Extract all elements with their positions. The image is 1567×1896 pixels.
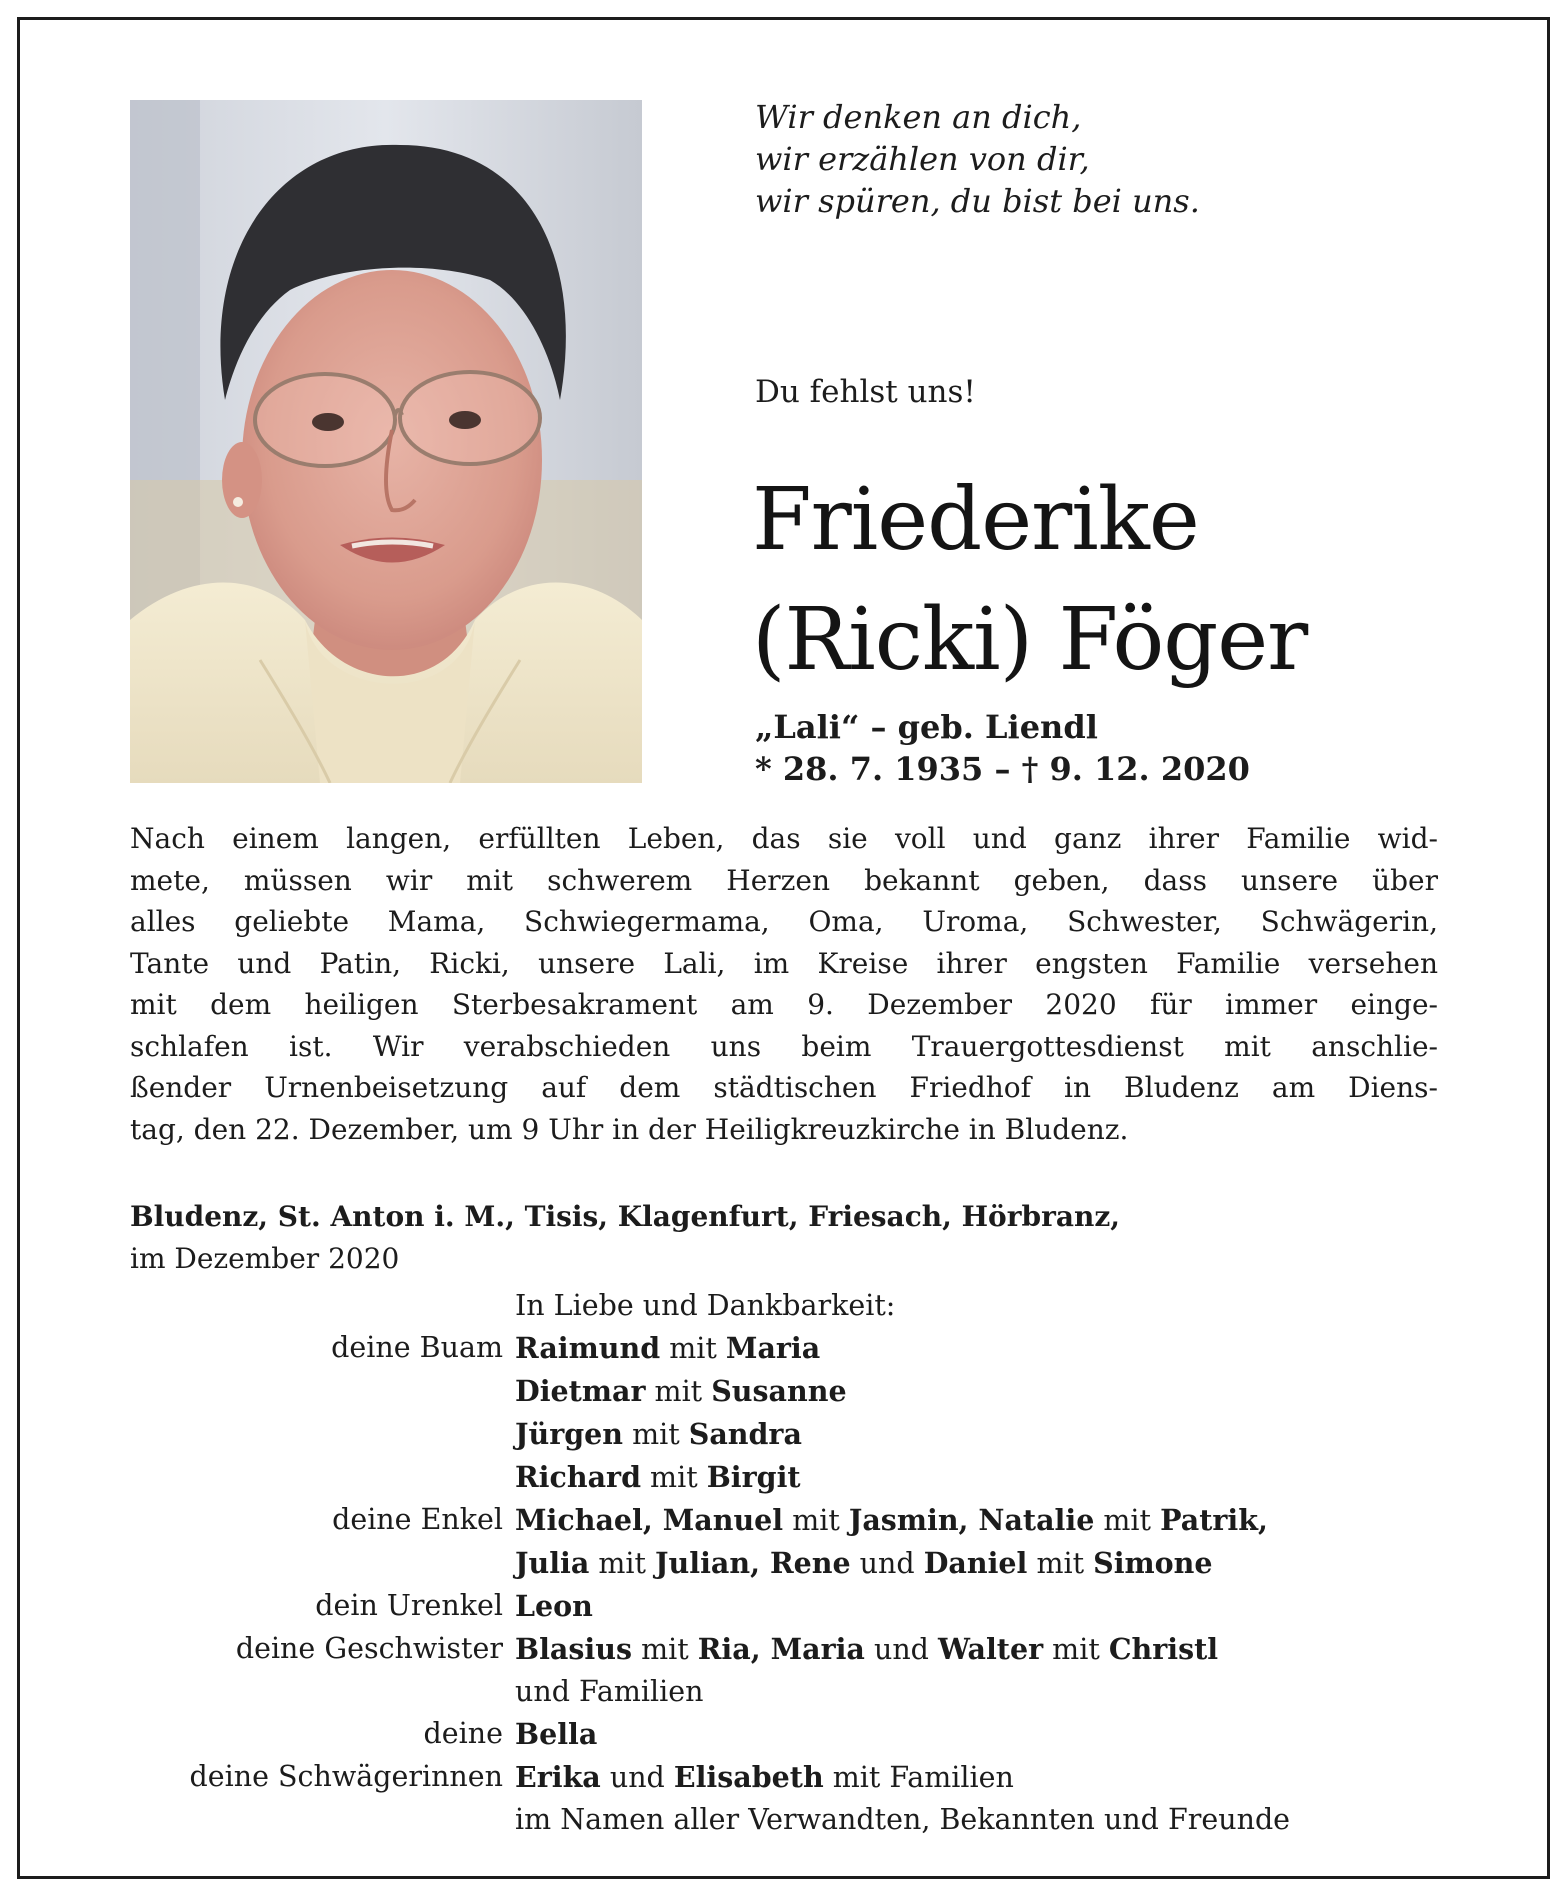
family-member-name: Bella <box>515 1717 598 1751</box>
body-line: mit dem heiligen Sterbesakrament am 9. Dezember 2020 für immer einge- <box>130 988 1438 1021</box>
family-row <box>130 1370 1440 1413</box>
family-row <box>130 1756 1440 1799</box>
family-names <box>515 1499 1440 1542</box>
connector-text: mit <box>589 1547 656 1580</box>
family-role <box>130 1542 515 1585</box>
family-row <box>130 1628 1440 1671</box>
family-names <box>515 1585 1440 1628</box>
connector-text: mit Familien <box>823 1761 1014 1794</box>
family-list <box>130 1285 1440 1841</box>
family-member-name: Sandra <box>688 1417 802 1451</box>
body-line: Nach einem langen, erfüllten Leben, das sie voll und ganz ihrer Familie wid- <box>130 822 1438 855</box>
family-member-name: Birgit <box>706 1460 801 1494</box>
body-line: tag, den 22. Dezember, um 9 Uhr in der Heiligkreuzkirche in Bludenz. <box>130 1112 1129 1146</box>
family-role <box>130 1671 515 1713</box>
family-row <box>130 1542 1440 1585</box>
family-member-name: Leon <box>515 1589 593 1623</box>
family-intro: In Liebe und Dankbarkeit: <box>515 1289 896 1322</box>
family-names <box>515 1413 1440 1456</box>
family-intro-row <box>130 1285 1440 1327</box>
connector-text: und Familien <box>515 1675 704 1708</box>
family-role: dein Urenkel <box>315 1589 503 1622</box>
body-line: schlafen ist. Wir verabschieden uns beim Trauergottesdienst mit anschlie- <box>130 1029 1438 1063</box>
family-role <box>130 1456 515 1499</box>
family-member-name: Richard <box>515 1460 641 1494</box>
places-line: Bludenz, St. Anton i. M., Tisis, Klagenfurt, Friesach, Hörbranz, <box>130 1200 1120 1233</box>
family-role: deine <box>423 1717 503 1750</box>
places-date <box>130 1196 1120 1280</box>
date-line: im Dezember 2020 <box>130 1242 400 1275</box>
body-line: alles geliebte Mama, Schwiegermama, Oma, Uroma, Schwester, Schwägerin, <box>130 905 1438 938</box>
quote <box>755 96 1200 222</box>
deceased-name <box>752 460 1307 700</box>
family-names <box>515 1756 1440 1799</box>
family-member-name: Erika <box>515 1760 601 1794</box>
family-role <box>130 1413 515 1456</box>
connector-text: und <box>600 1761 674 1794</box>
name-line-2: (Ricki) Föger <box>752 590 1308 690</box>
connector-text: mit <box>623 1418 689 1451</box>
family-names <box>515 1542 1440 1585</box>
family-row <box>130 1456 1440 1499</box>
family-member-name: Simone <box>1093 1546 1213 1580</box>
connector-text: im Namen aller Verwandten, Bekannten und Freunde <box>515 1803 1291 1836</box>
family-member-name: Michael, Manuel <box>515 1503 784 1537</box>
family-member-name: Blasius <box>515 1632 633 1666</box>
connector-text: mit <box>1043 1633 1109 1666</box>
miss-you-text: Du fehlst uns! <box>755 374 976 410</box>
connector-text: mit <box>1094 1504 1161 1537</box>
family-row <box>130 1585 1440 1628</box>
family-row <box>130 1327 1440 1370</box>
family-role <box>130 1370 515 1413</box>
family-member-name: Dietmar <box>515 1374 646 1408</box>
family-row <box>130 1413 1440 1456</box>
family-member-name: Maria <box>725 1331 821 1365</box>
family-role: deine Geschwister <box>235 1632 503 1665</box>
family-member-name: Elisabeth <box>673 1760 824 1794</box>
family-member-name: Jürgen <box>515 1417 624 1451</box>
family-row <box>130 1799 1440 1841</box>
name-line-1: Friederike <box>752 470 1199 570</box>
connector-text: und <box>850 1547 924 1580</box>
quote-line: wir spüren, du bist bei uns. <box>755 182 1200 220</box>
family-member-name: Susanne <box>711 1374 847 1408</box>
family-role: deine Buam <box>331 1331 503 1364</box>
connector-text: mit <box>645 1375 712 1408</box>
family-names <box>515 1628 1440 1671</box>
body-line: Tante und Patin, Ricki, unsere Lali, im Kreise ihrer engsten Familie versehen <box>130 946 1438 980</box>
family-names <box>515 1799 1440 1841</box>
family-member-name: Patrik, <box>1160 1503 1268 1537</box>
family-member-name: Julian, Rene <box>655 1546 851 1580</box>
body-line: ßender Urnenbeisetzung auf dem städtischen Friedhof in Bludenz am Diens- <box>130 1071 1438 1104</box>
family-names <box>515 1671 1440 1713</box>
quote-line: wir erzählen von dir, <box>755 140 1090 178</box>
family-role <box>130 1799 515 1841</box>
family-role: deine Enkel <box>332 1503 503 1536</box>
family-member-name: Christl <box>1108 1632 1219 1666</box>
family-row <box>130 1499 1440 1542</box>
family-names <box>515 1327 1440 1370</box>
family-member-name: Walter <box>937 1632 1044 1666</box>
family-names <box>515 1456 1440 1499</box>
family-member-name: Raimund <box>515 1331 661 1365</box>
family-names <box>515 1370 1440 1413</box>
body-line: mete, müssen wir mit schwerem Herzen bekannt geben, dass unsere über <box>130 863 1438 897</box>
family-member-name: Jasmin, Natalie <box>848 1503 1095 1537</box>
family-row <box>130 1713 1440 1756</box>
portrait-photo-icon <box>130 100 642 783</box>
name-details <box>755 706 1250 790</box>
family-member-name: Daniel <box>923 1546 1028 1580</box>
portrait-photo <box>130 100 642 783</box>
connector-text: mit <box>660 1332 726 1365</box>
connector-text: mit <box>632 1633 698 1666</box>
family-role: deine Schwägerinnen <box>189 1760 503 1793</box>
obituary-body <box>130 818 1438 1150</box>
quote-line: Wir denken an dich, <box>755 98 1082 136</box>
family-member-name: Ria, Maria <box>697 1632 865 1666</box>
connector-text: mit <box>1027 1547 1094 1580</box>
family-member-name: Julia <box>515 1546 590 1580</box>
connector-text: und <box>864 1633 938 1666</box>
nickname-maiden-name: „Lali“ – geb. Liendl <box>755 708 1098 746</box>
life-dates: * 28. 7. 1935 – † 9. 12. 2020 <box>755 750 1250 788</box>
connector-text: mit <box>641 1461 707 1494</box>
family-names <box>515 1713 1440 1756</box>
connector-text: mit <box>783 1504 849 1537</box>
family-row <box>130 1671 1440 1713</box>
